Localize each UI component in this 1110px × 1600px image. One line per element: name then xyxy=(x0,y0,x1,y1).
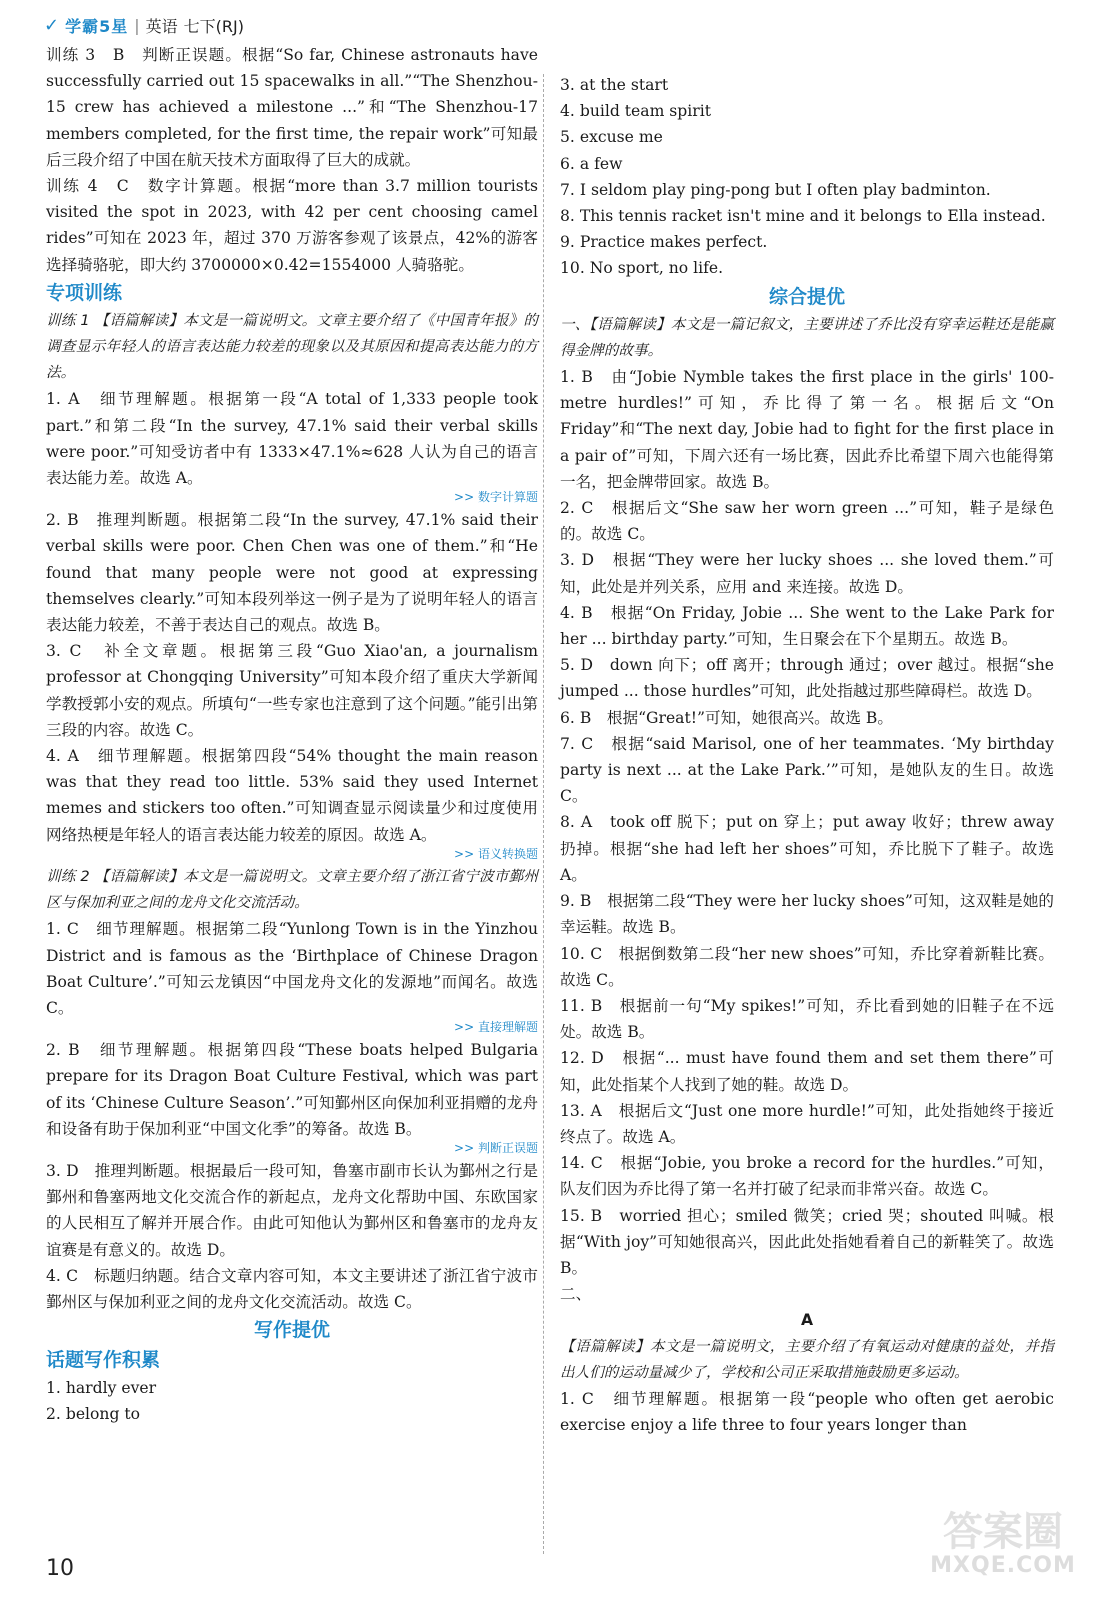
reading-answer-1: 1. C 细节理解题。根据第一段“people who often get aerobic exercise enjoy a life three to four years longer than xyxy=(560,1389,1054,1435)
cloze-answer-5: 5. D down 向下；off 离开；through 通过；over 越过。根据“she jumped ... those hurdles”可知，此处指越过那些障碍栏。故选 D。 xyxy=(560,656,1054,701)
sentence-7: 7. I seldom play ping-pong but I often play badminton. xyxy=(560,180,991,199)
answer-1-4: 4. A 细节理解题。根据第四段“54% thought the main reason was that they read too little. 53% said they used Internet memes and stickers too often.”可知调查显示阅读量少和过度使用网络热梗是年轻人的语言表达能力较差的原因。故选 A。 xyxy=(46,747,538,844)
answer-2-4: 4. C 标题归纳题。结合文章内容可知，本文主要讲述了浙江省宁波市鄞州区与保加利亚之间的龙舟文化交流活动。故选 C。 xyxy=(46,1266,538,1311)
passage-summary-part-2a: 【语篇解读】本文是一篇说明文，主要介绍了有氧运动对健康的益处，并指出人们的运动量减少了，学校和公司正采取措施鼓励更多运动。 xyxy=(560,1337,1054,1381)
cloze-answer-12: 12. D 根据“... must have found them and set them there”可知，此处指某个人找到了她的鞋。故选 D。 xyxy=(560,1049,1054,1094)
cloze-answer-7: 7. C 根据“said Marisol, one of her teammates. ‘My birthday party is next ... at the Lake Park.’”可知，是她队友的生日。故选 C。 xyxy=(560,734,1054,806)
section-title-writing: 写作提优 xyxy=(253,1319,330,1342)
question-type-tag: >> 直接理解题 xyxy=(46,1019,538,1035)
left-column xyxy=(46,42,538,1428)
cloze-answer-8: 8. A took off 脱下；put on 穿上；put away 收好；threw away 扔掉。根据“she had left her shoes”可知，乔比脱下了鞋子。故选 A。 xyxy=(560,813,1054,884)
cloze-answer-6: 6. B 根据“Great!”可知，她很高兴。故选 B。 xyxy=(560,708,893,727)
part-2-label: 二、 xyxy=(560,1285,592,1304)
answer-2-3: 3. D 推理判断题。根据最后一段可知，鲁塞市副市长认为鄞州之行是鄞州和鲁塞两地文化交流合作的新起点，龙舟文化帮助中国、东欧国家的人民相互了解并开展合作。由此可知他认为鄞州区和鲁塞市的龙舟友谊赛是有意义的。故选 D。 xyxy=(46,1161,538,1259)
passage-a-title: A xyxy=(800,1311,814,1330)
cloze-answer-3: 3. D 根据“They were her lucky shoes ... she loved them.”可知，此处是并列关系，应用 and 来连接。故选 D。 xyxy=(560,551,1054,596)
cloze-answer-15: 15. B worried 担心；smiled 微笑；cried 哭；shouted 叫喊。根据“With joy”可知她很高兴，因此此处指她看着自己的新鞋笑了。故选 B。 xyxy=(560,1206,1054,1277)
answer-1-2: 2. B 推理判断题。根据第二段“In the survey, 47.1% said their verbal skills were poor. Chen Chen was one of them.”和“He found that many people were not good at expressing themselves clearly.”可知本段列举这一例子是为了说明年轻人的语言表达能力较差，不善于表达自己的观点。故选 B。 xyxy=(46,511,538,635)
phrase-4: 4. build team spirit xyxy=(560,102,711,121)
section-title-zhuanxiang: 专项训练 xyxy=(46,281,123,304)
phrase-1: 1. hardly ever xyxy=(46,1379,157,1398)
cloze-answer-13: 13. A 根据后文“Just one more hurdle!”可知，此处指她终于接近终点了。故选 A。 xyxy=(560,1101,1054,1146)
cloze-answer-2: 2. C 根据后文“She saw her worn green ...”可知，鞋子是绿色的。故选 C。 xyxy=(560,499,1054,544)
answer-xunlian-3: 训练 3 B 判断正误题。根据“So far, Chinese astronauts have successfully carried out 15 spacewalks in all.”“The Shenzhou-15 crew has achieved a milestone ...”和“The Shenzhou-17 members completed, for the first time, the repair work”可知最后三段介绍了中国在航天技术方面取得了巨大的成就。 xyxy=(46,46,538,169)
answer-2-2: 2. B 细节理解题。根据第四段“These boats helped Bulgaria prepare for its Dragon Boat Culture Festival, which was part of its ‘Chinese Culture Season’.”可知鄞州区向保加利亚捐赠的龙舟和设备有助于保加利亚“中国文化季”的筹备。故选 B。 xyxy=(46,1041,538,1138)
question-type-tag: >> 判断正误题 xyxy=(46,1140,538,1156)
section-title-topic-writing: 话题写作积累 xyxy=(46,1349,161,1372)
sentence-8: 8. This tennis racket isn't mine and it belongs to Ella instead. xyxy=(560,207,1046,226)
passage-summary-part-1: 一、【语篇解读】本文是一篇记叙文，主要讲述了乔比没有穿幸运鞋还是能赢得金牌的故事。 xyxy=(560,315,1054,359)
sentence-10: 10. No sport, no life. xyxy=(560,259,724,278)
sentence-9: 9. Practice makes perfect. xyxy=(560,233,768,252)
phrase-3: 3. at the start xyxy=(560,76,669,94)
site-watermark xyxy=(918,1502,1088,1586)
question-type-tag: >> 数字计算题 xyxy=(46,489,538,505)
passage-summary-xunlian-2: 训练 2 【语篇解读】本文是一篇说明文。文章主要介绍了浙江省宁波市鄞州区与保加利亚之间的龙舟文化交流活动。 xyxy=(46,867,538,912)
book-logo-icon: ✓ xyxy=(44,14,60,36)
section-title-comprehensive: 综合提优 xyxy=(768,285,845,308)
cloze-answer-10: 10. C 根据倒数第二段“her new shoes”可知，乔比穿着新鞋比赛。故选 C。 xyxy=(560,944,1054,989)
phrase-2: 2. belong to xyxy=(46,1405,141,1424)
page-header xyxy=(44,12,244,38)
question-type-tag: >> 语义转换题 xyxy=(46,846,538,862)
answer-1-3: 3. C 补全文章题。根据第三段“Guo Xiao'an, a journalism professor at Chongqing University”可知本段介绍了重庆大学新闻学教授郭小安的观点。所填句“一些专家也注意到了这个问题。”能引出第三段的内容。故选 C。 xyxy=(46,642,538,739)
book-logo: 学霸5星 xyxy=(65,16,129,36)
answer-xunlian-4: 训练 4 C 数字计算题。根据“more than 3.7 million tourists visited the spot in 2023, with 42 per cent choosing camel rides”可知在 2023 年，超过 370 万游客参观了该景点，42%的游客选择骑骆驼，即大约 3700000×0.42=1554000 人骑骆驼。 xyxy=(46,177,538,274)
answer-1-1: 1. A 细节理解题。根据第一段“A total of 1,333 people took part.”和第二段“In the survey, 47.1% said their verbal skills were poor.”可知受访者中有 1333×47.1%≈628 人认为自己的语言表达能力差。故选 A。 xyxy=(46,390,538,488)
phrase-6: 6. a few xyxy=(560,154,623,173)
header-grade: 七下(RJ) xyxy=(183,16,244,36)
page-number: 10 xyxy=(46,1556,74,1581)
phrase-5: 5. excuse me xyxy=(560,128,663,147)
cloze-answer-11: 11. B 根据前一句“My spikes!”可知，乔比看到她的旧鞋子在不远处。故选 B。 xyxy=(560,996,1054,1042)
cloze-answer-14: 14. C 根据“Jobie, you broke a record for the hurdles.”可知，队友们因为乔比得了第一名并打破了纪录而非常兴奋。故选 C。 xyxy=(560,1154,1054,1199)
right-column xyxy=(560,72,1054,1438)
column-divider xyxy=(543,74,544,1554)
cloze-answer-9: 9. B 根据第二段“They were her lucky shoes”可知，这双鞋是她的幸运鞋。故选 B。 xyxy=(560,892,1054,937)
passage-summary-xunlian-1: 训练 1 【语篇解读】本文是一篇说明文。文章主要介绍了《中国青年报》的调查显示年轻人的语言表达能力较差的现象以及其原因和提高表达能力的方法。 xyxy=(46,311,538,382)
header-subject: 英语 xyxy=(145,16,178,36)
watermark-logo: 答案圈 xyxy=(943,1509,1063,1555)
cloze-answer-1: 1. B 由“Jobie Nymble takes the first place in the girls' 100-metre hurdles!”可知，乔比得了第一名。根据后文“On Friday”和“The next day, Jobie had to fight for the first place in a pair of”可知，下周六还有一场比赛，因此乔比希望下周六也能得第一名，把金牌带回家。故选 B。 xyxy=(560,368,1054,491)
watermark-url: MXQE.COM xyxy=(930,1553,1076,1578)
cloze-answer-4: 4. B 根据“On Friday, Jobie ... She went to the Lake Park for her ... birthday party.”可知，生日聚会在下个星期五。故选 B。 xyxy=(560,603,1054,649)
answer-2-1: 1. C 细节理解题。根据第二段“Yunlong Town is in the Yinzhou District and is famous as the ‘Birthplace of Chinese Dragon Boat Culture’.”可知云龙镇因“中国龙舟文化的发源地”而闻名。故选 C。 xyxy=(46,920,538,1017)
header-divider: | xyxy=(134,15,140,35)
